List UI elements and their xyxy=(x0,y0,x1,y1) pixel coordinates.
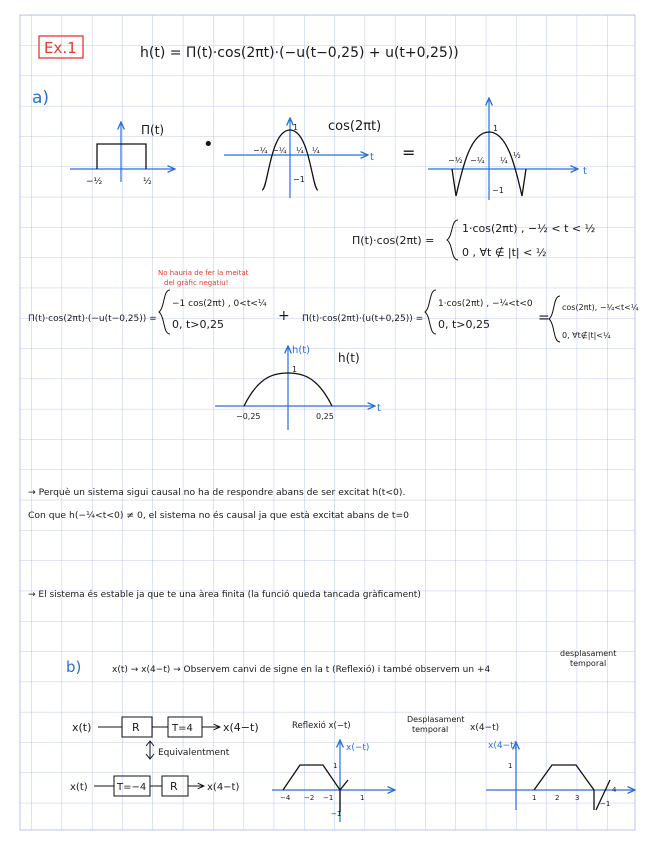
rect-tick-left: −½ xyxy=(86,177,103,187)
red-note-line1: No hauria de fer la meitat xyxy=(158,269,249,277)
bd2-block1-label: T=−4 xyxy=(117,782,147,793)
bd1-output: x(4−t) xyxy=(223,721,259,734)
product-def-case2: 0 , ∀t ∉ |t| < ½ xyxy=(462,246,547,259)
shift-tick-4: 4 xyxy=(612,786,617,794)
rect-tick-right: ½ xyxy=(143,177,152,187)
part-b-label: b) xyxy=(66,658,82,676)
cos-minus-one: −1 xyxy=(293,175,305,184)
eq1-lhs: Π(t)·cos(2πt)·(−u(t−0,25)) = xyxy=(28,314,157,324)
paren-note-1: desplasament xyxy=(560,649,617,658)
shift-title-1: Desplasament xyxy=(407,715,465,724)
equiv-label: Equivalentment xyxy=(158,748,230,758)
bd1-block2-label: T=4 xyxy=(172,723,193,734)
cos-title: cos(2πt) xyxy=(328,119,382,134)
part-a-label: a) xyxy=(32,88,50,108)
cos-axis-t: t xyxy=(370,152,374,163)
cos-one: 1 xyxy=(293,123,299,132)
stable-line: → El sistema és estable ja que te una àrea finita (la funció queda tancada gràficament) xyxy=(28,590,421,600)
reflex-tick-4: 1 xyxy=(360,794,365,802)
reflex-axis-label: x(−t) xyxy=(346,743,370,753)
main-equation: h(t) = Π(t)·cos(2πt)·(−u(t−0,25) + u(t+0,25)) xyxy=(140,45,459,61)
reflex-tick-3: −1 xyxy=(323,794,334,802)
product-tick-1: −½ xyxy=(448,156,463,165)
eq2-lhs: Π(t)·cos(2πt)·(u(t+0,25)) = xyxy=(302,314,424,324)
reflex-minus-one: −1 xyxy=(331,810,342,818)
paren-note-2: temporal xyxy=(570,659,607,668)
eq2-case1: 1·cos(2πt) , −¼<t<0 xyxy=(438,299,533,309)
bd2-block2-label: R xyxy=(170,780,178,793)
cos-tick-r2: ¼ xyxy=(312,146,320,155)
red-note-line2: del gràfic negatiu! xyxy=(164,279,229,287)
part-b-line: x(t) → x(4−t) → Observem canvi de signe en la t (Reflexió) i també observem un +4 xyxy=(112,665,491,675)
h-title: h(t) xyxy=(338,351,360,365)
product-def-lhs: Π(t)·cos(2πt) = xyxy=(352,234,435,247)
h-tick-right: 0,25 xyxy=(316,412,334,421)
causal-line-1: → Perquè un sistema sigui causal no ha de respondre abans de ser excitat h(t<0). xyxy=(28,487,406,498)
shift-tick-1: 1 xyxy=(532,794,537,802)
h-tick-left: −0,25 xyxy=(236,412,261,421)
product-tick-4: ½ xyxy=(513,151,521,160)
shift-tick-2: 2 xyxy=(555,794,560,802)
bd2-output: x(4−t) xyxy=(207,782,240,793)
reflex-tick-2: −2 xyxy=(304,794,315,802)
h-axis-label: h(t) xyxy=(292,345,311,356)
bd1-block1-label: R xyxy=(132,721,140,734)
cos-tick-r1: ¼ xyxy=(296,146,304,155)
eq2-case2: 0, t>0,25 xyxy=(438,318,491,331)
cos-tick-l2: −¼ xyxy=(272,146,287,155)
product-def-case1: 1·cos(2πt) , −½ < t < ½ xyxy=(462,222,596,235)
shift-title-2: temporal xyxy=(412,725,449,734)
bd1-input: x(t) xyxy=(72,721,92,734)
eq1-case1: −1 cos(2πt) , 0<t<¼ xyxy=(172,299,267,309)
exercise-label: Ex.1 xyxy=(44,39,77,57)
reflex-one: 1 xyxy=(333,762,338,770)
bd2-input: x(t) xyxy=(70,782,88,793)
product-tick-2: −¼ xyxy=(470,156,485,165)
grid-paper xyxy=(20,15,635,830)
shift-xlabel: x(4−t) xyxy=(470,723,500,733)
h-axis-t: t xyxy=(377,403,381,414)
eq-equals-sign: = xyxy=(538,310,550,326)
h-one: 1 xyxy=(292,365,298,374)
reflex-tick-1: −4 xyxy=(280,794,291,802)
plus-sign: + xyxy=(278,308,290,324)
cos-tick-l1: −¼ xyxy=(253,146,268,155)
shift-axis-label: x(4−t) xyxy=(488,741,518,751)
shift-minus-one: −1 xyxy=(600,800,611,808)
shift-one: 1 xyxy=(508,762,513,770)
product-tick-3: ¼ xyxy=(500,156,508,165)
equals-sign: = xyxy=(402,143,416,162)
eq3-case2: 0, ∀t∉|t|<¼ xyxy=(562,331,611,340)
eq3-case1: cos(2πt), −¼<t<¼ xyxy=(562,303,639,312)
reflex-title: Reflexió x(−t) xyxy=(292,721,351,731)
shift-tick-3: 3 xyxy=(575,794,580,802)
product-one: 1 xyxy=(493,124,499,133)
causal-line-2: Con que h(−¼<t<0) ≠ 0, el sistema no és causal ja que està excitat abans de t=0 xyxy=(28,510,410,521)
multiply-dot: • xyxy=(203,134,214,155)
eq1-case2: 0, t>0,25 xyxy=(172,318,225,331)
product-minus-one: −1 xyxy=(492,186,504,195)
product-axis-t: t xyxy=(583,166,587,177)
rect-title: Π(t) xyxy=(141,123,165,137)
